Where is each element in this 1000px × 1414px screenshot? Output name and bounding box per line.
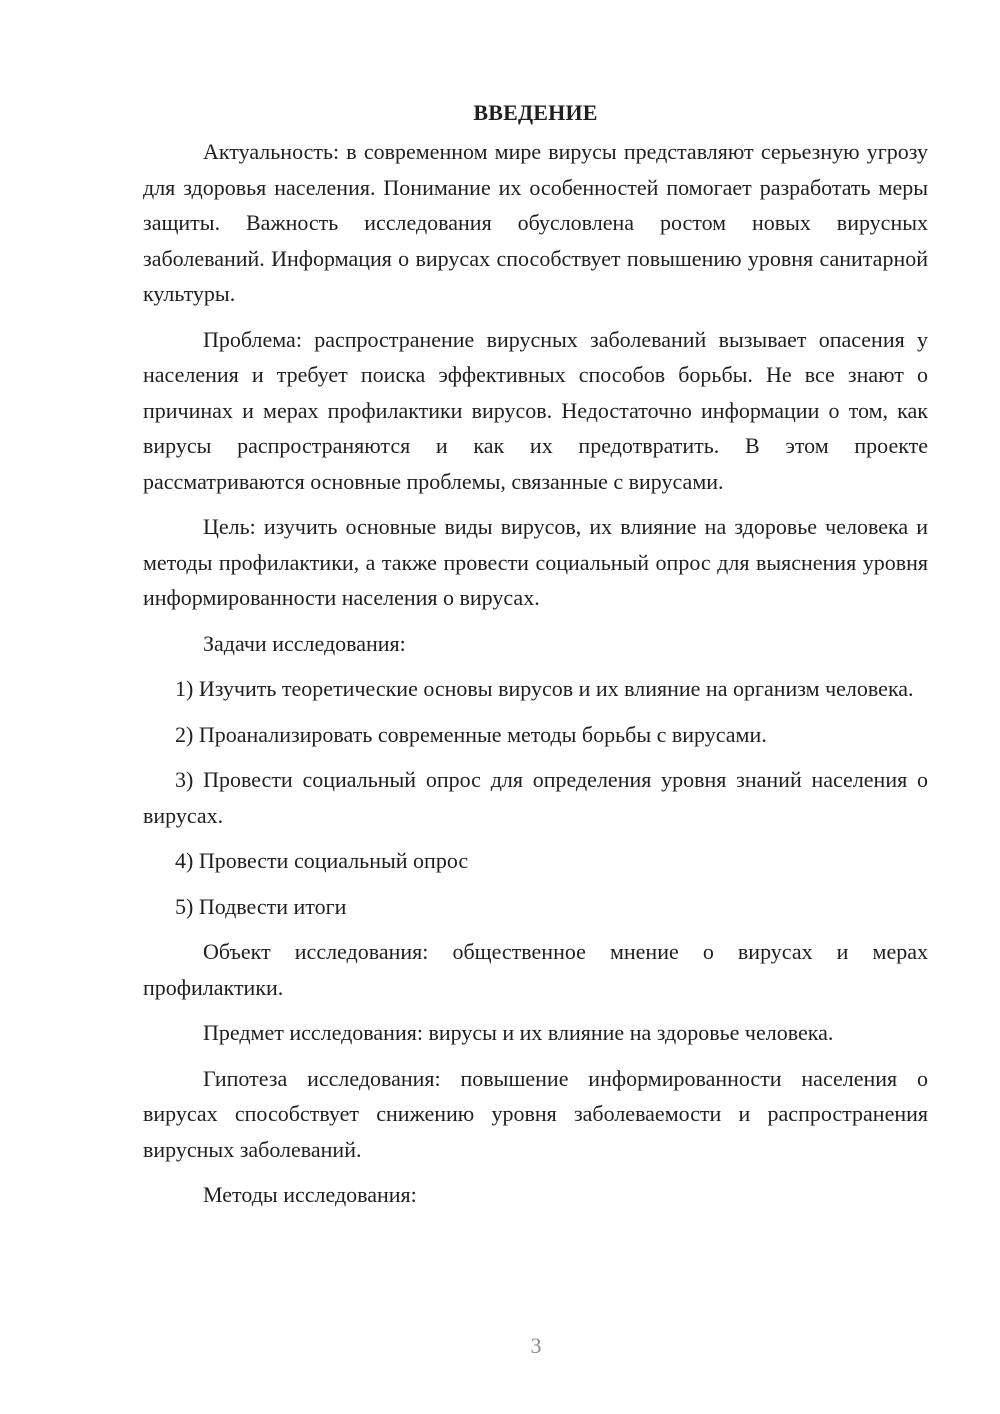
- page-content: [143, 95, 928, 1223]
- task-item: 3) Провести социальный опрос для определения уровня знаний населения о вирусах.: [143, 767, 928, 828]
- problem-paragraph: Проблема: распространение вирусных заболеваний вызывает опасения у населения и требует поиска эффективных способов борьбы. Не все знают о причинах и мерах профилактики вирусов. Недостаточно информации о том, как вирусы распространяются и как их предотвратить. В этом проекте рассматриваются основные проблемы, связанные с вирусами.: [143, 326, 928, 494]
- tasks-heading: Задачи исследования:: [203, 630, 406, 656]
- subject-paragraph: Предмет исследования: вирусы и их влияние на здоровье человека.: [203, 1020, 834, 1045]
- object-paragraph: Объект исследования: общественное мнение о вирусах и мерах профилактики.: [143, 939, 928, 1000]
- hypothesis-paragraph: Гипотеза исследования: повышение информированности населения о вирусах способствует снижению уровня заболеваемости и распространения вирусных заболеваний.: [143, 1065, 928, 1162]
- task-item: 2) Проанализировать современные методы борьбы с вирусами.: [175, 721, 767, 747]
- page-title: ВВЕДЕНИЕ: [473, 100, 598, 125]
- task-item: 1) Изучить теоретические основы вирусов и их влияние на организм человека.: [175, 676, 914, 701]
- tasks-list: [143, 671, 928, 924]
- task-item: 5) Подвести итоги: [175, 893, 347, 919]
- task-item: 4) Провести социальный опрос: [175, 848, 469, 873]
- relevance-paragraph: Актуальность: в современном мире вирусы представляют серьезную угрозу для здоровья населения. Понимание их особенностей помогает разработать меры защиты. Важность исследования обусловлена ростом новых вирусных заболеваний. Информация о вирусах способствует повышению уровня санитарной культуры.: [143, 139, 928, 306]
- goal-paragraph: Цель: изучить основные виды вирусов, их влияние на здоровье человека и методы профилактики, а также провести социальный опрос для выяснения уровня информированности населения о вирусах.: [143, 514, 928, 610]
- page-number: 3: [530, 1333, 542, 1358]
- methods-heading: Методы исследования:: [203, 1182, 417, 1207]
